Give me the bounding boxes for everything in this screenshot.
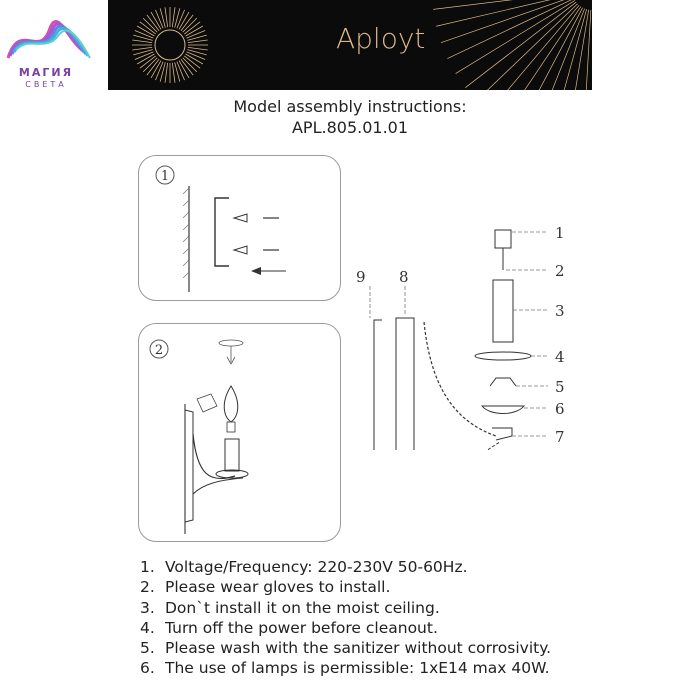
- exploded-parts-diagram: [0, 210, 700, 450]
- note-item: 6. The use of lamps is permissible: 1xE14 max 40W.: [140, 659, 550, 678]
- brand-name: Aployt: [336, 22, 426, 55]
- note-item: 2. Please wear gloves to install.: [140, 578, 391, 597]
- note-item: 3. Don`t install it on the moist ceiling.: [140, 598, 440, 617]
- note-item: 5. Please wash with the sanitizer without corrosivity.: [140, 639, 552, 658]
- part-number-6: 6: [555, 400, 565, 418]
- note-item: 1. Voltage/Frequency: 220-230V 50-60Hz.: [140, 558, 468, 576]
- part-number-1: 1: [555, 224, 565, 242]
- instructions-title: Model assembly instructions:: [233, 97, 467, 116]
- part-number-2: 2: [555, 262, 565, 280]
- part-number-7: 7: [555, 428, 565, 446]
- brand-banner: [108, 0, 592, 90]
- part-number-8: 8: [399, 268, 409, 286]
- logo-name: МАГИЯ: [18, 66, 74, 79]
- model-number: APL.805.01.01: [291, 118, 409, 137]
- part-number-3: 3: [555, 302, 565, 320]
- part-number-4: 4: [555, 348, 565, 366]
- step-1-number: 1: [160, 169, 170, 184]
- logo-wave-icon: [0, 0, 100, 66]
- part-number-9: 9: [356, 268, 366, 286]
- notes-list: [140, 557, 551, 679]
- logo-tagline: СВЕТА: [25, 80, 67, 89]
- note-item: 4. Turn off the power before cleanout.: [140, 618, 438, 637]
- part-number-5: 5: [555, 378, 565, 396]
- magic-light-logo: [0, 0, 100, 100]
- step-2-number: 2: [154, 343, 164, 358]
